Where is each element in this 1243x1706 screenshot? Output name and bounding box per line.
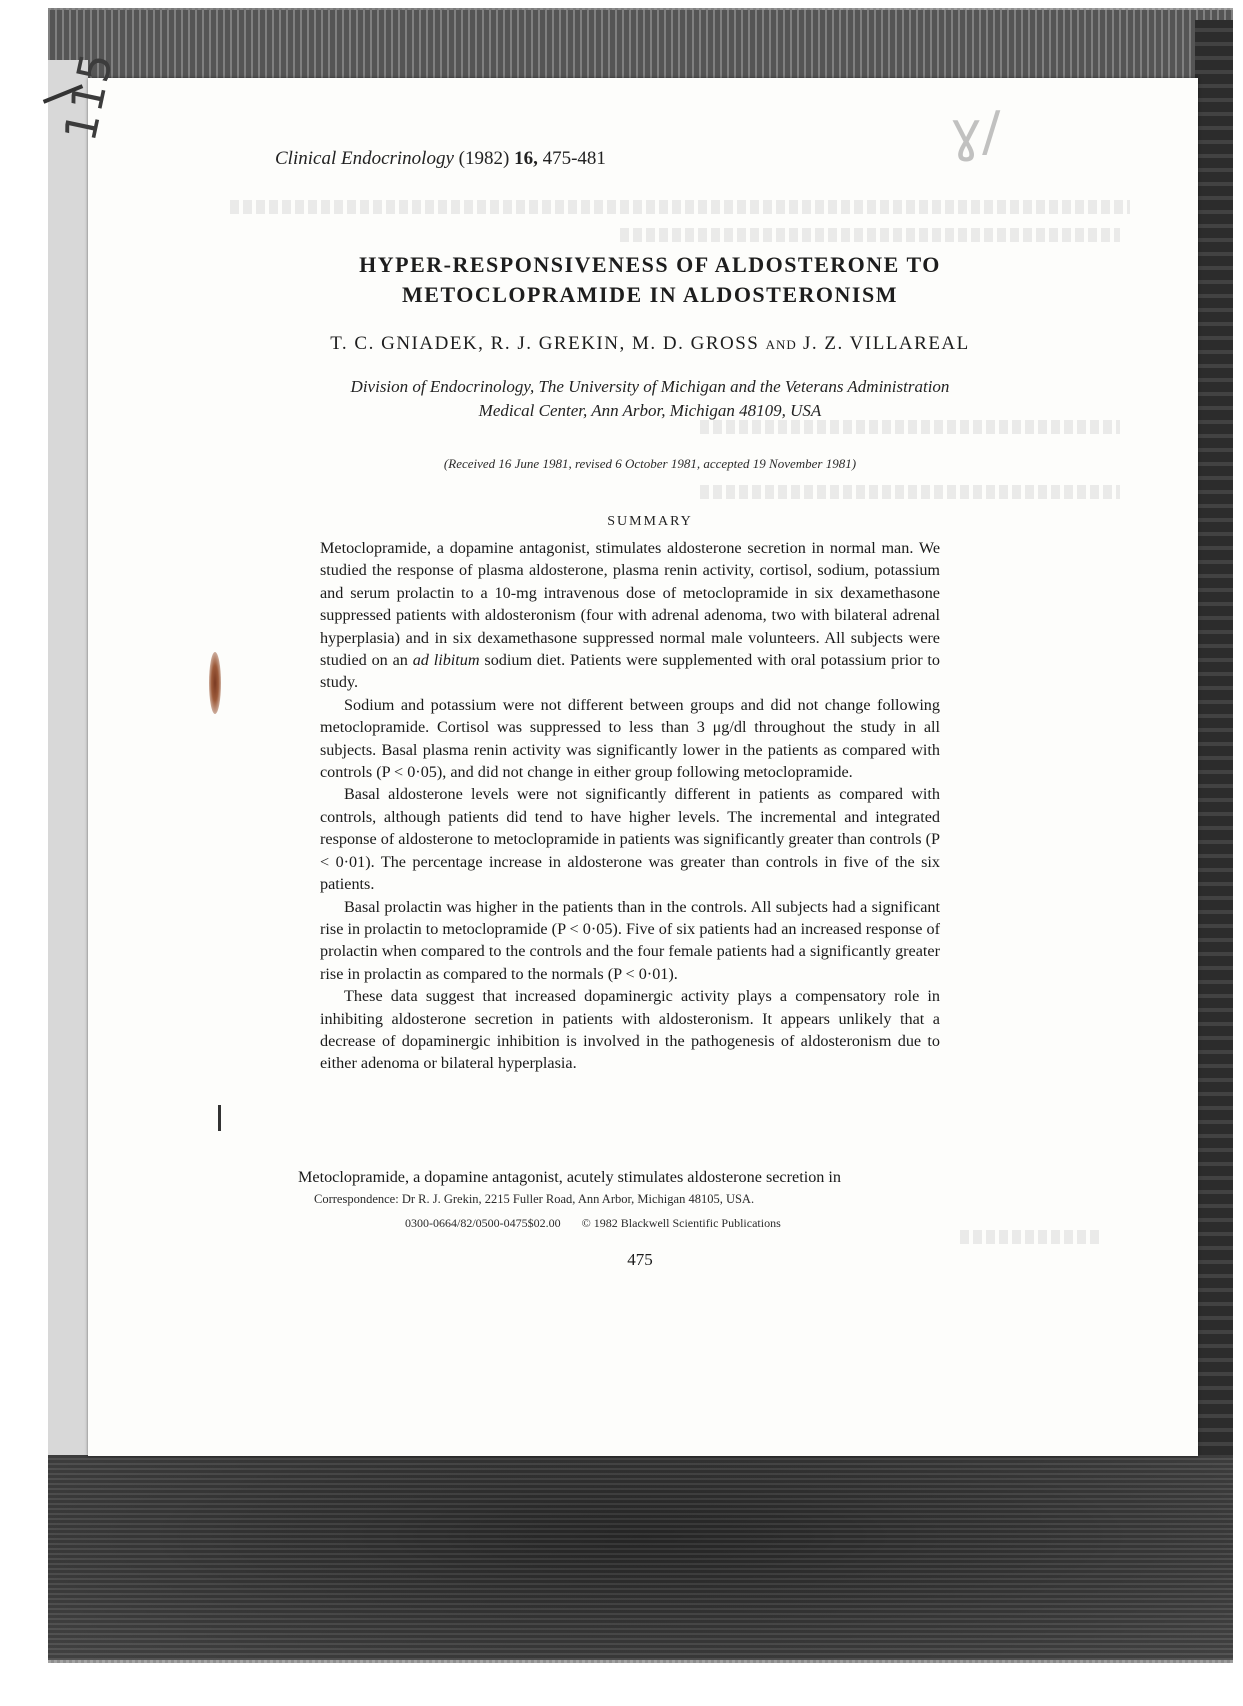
- summary-paragraph-5: These data suggest that increased dopaminergic activity plays a compensatory role in inhibiting aldosterone secretion in patients with aldosteronism. It appears unlikely that a decrease of dopaminergic inhibition is involved in the pathogenesis of aldosteronism due to either adenoma or bilateral hyperplasia.: [320, 987, 940, 1073]
- affiliation: [250, 375, 1050, 423]
- summary-p1-text-end: sodium diet. Patients were supplemented with oral potassium prior to study.: [320, 651, 941, 692]
- show-through-line: [620, 228, 1120, 242]
- scan-top-edge: [48, 10, 1233, 80]
- correspondence-note: Correspondence: Dr R. J. Grekin, 2215 Fuller Road, Ann Arbor, Michigan 48105, USA.: [314, 1192, 755, 1206]
- summary-paragraph-3: Basal aldosterone levels were not significantly different in patients as compared with controls, although patients did tend to have higher levels. The incremental and integrated response of aldosterone to metoclopramide in patients was significantly greater than controls (P < 0·01). The percentage increase in aldosterone was greater than controls in five of the six patients.: [320, 785, 940, 894]
- summary-heading: SUMMARY: [607, 514, 693, 529]
- received-dates: (Received 16 June 1981, revised 6 October 1981, accepted 19 November 1981): [443, 456, 857, 471]
- affiliation-line-1: Division of Endocrinology, The University of Michigan and the Veterans Administration: [350, 377, 950, 396]
- journal-volume: 16,: [514, 148, 538, 169]
- journal-name: Clinical Endocrinology: [275, 148, 454, 169]
- pencil-tick: [218, 1105, 221, 1131]
- scan-right-edge: [1195, 20, 1233, 1460]
- title-line-1: HYPER-RESPONSIVENESS OF ALDOSTERONE TO: [359, 252, 941, 277]
- journal-reference: [275, 148, 606, 170]
- authors-part-1: T. C. GNIADEK, R. J. GREKIN, M. D. GROSS: [330, 333, 760, 354]
- faint-pencil-mark: ɣ/: [950, 100, 1001, 163]
- copyright-line: [405, 1216, 965, 1231]
- handwritten-note: 115: [55, 46, 124, 146]
- summary-paragraph-2: Sodium and potassium were not different between groups and did not change following metoclopramide. Cortisol was suppressed to less than 3 μg/dl throughout the study in all subjects. Basal plasma renin activity was significantly lower in the patients as compared with controls (P < 0·05), and did not change in either group following metoclopramide.: [320, 695, 940, 782]
- summary-body: [320, 537, 940, 1075]
- show-through-line: [960, 1230, 1100, 1244]
- issn-code: 0300-0664/82/0500-0475$02.00: [405, 1216, 561, 1230]
- author-list: [300, 333, 1000, 355]
- summary-p1-italic: ad libitum: [412, 651, 480, 670]
- rust-stain: [209, 652, 221, 714]
- scan-left-strip: [48, 60, 88, 1460]
- authors-part-2: J. Z. VILLAREAL: [803, 333, 970, 354]
- journal-year: (1982): [458, 148, 510, 169]
- authors-and: AND: [765, 337, 797, 352]
- copyright-notice: © 1982 Blackwell Scientific Publications: [581, 1216, 781, 1230]
- summary-paragraph-1: [320, 537, 940, 694]
- show-through-line: [700, 485, 1120, 499]
- article-title: [300, 250, 1000, 310]
- body-text-start: Metoclopramide, a dopamine antagonist, acutely stimulates aldosterone secretion in: [298, 1168, 842, 1186]
- affiliation-line-2: Medical Center, Ann Arbor, Michigan 48109, USA: [478, 401, 822, 420]
- summary-paragraph-4: Basal prolactin was higher in the patients than in the controls. All subjects had a significant rise in prolactin to metoclopramide (P < 0·05). Five of six patients had an increased response of prolactin when compared to the controls and the four female patients had a significantly greater rise in prolactin as compared to the normals (P < 0·01).: [320, 897, 940, 983]
- page-number: 475: [627, 1250, 653, 1269]
- scan-bottom-edge: [48, 1455, 1233, 1660]
- summary-p1-text: Metoclopramide, a dopamine antagonist, stimulates aldosterone secretion in normal man. We studied the response of plasma aldosterone, plasma renin activity, cortisol, sodium, potassium and serum prolactin to a 10-mg intravenous dose of metoclopramide in six dexamethasone suppressed patients with aldosteronism (four with adrenal adenoma, two with bilateral adrenal hyperplasia) and in six dexamethasone suppressed normal male volunteers. All subjects were studied on an: [320, 539, 940, 670]
- title-line-2: METOCLOPRAMIDE IN ALDOSTERONISM: [402, 282, 898, 307]
- show-through-line: [230, 200, 1130, 214]
- journal-pages: 475-481: [542, 148, 606, 169]
